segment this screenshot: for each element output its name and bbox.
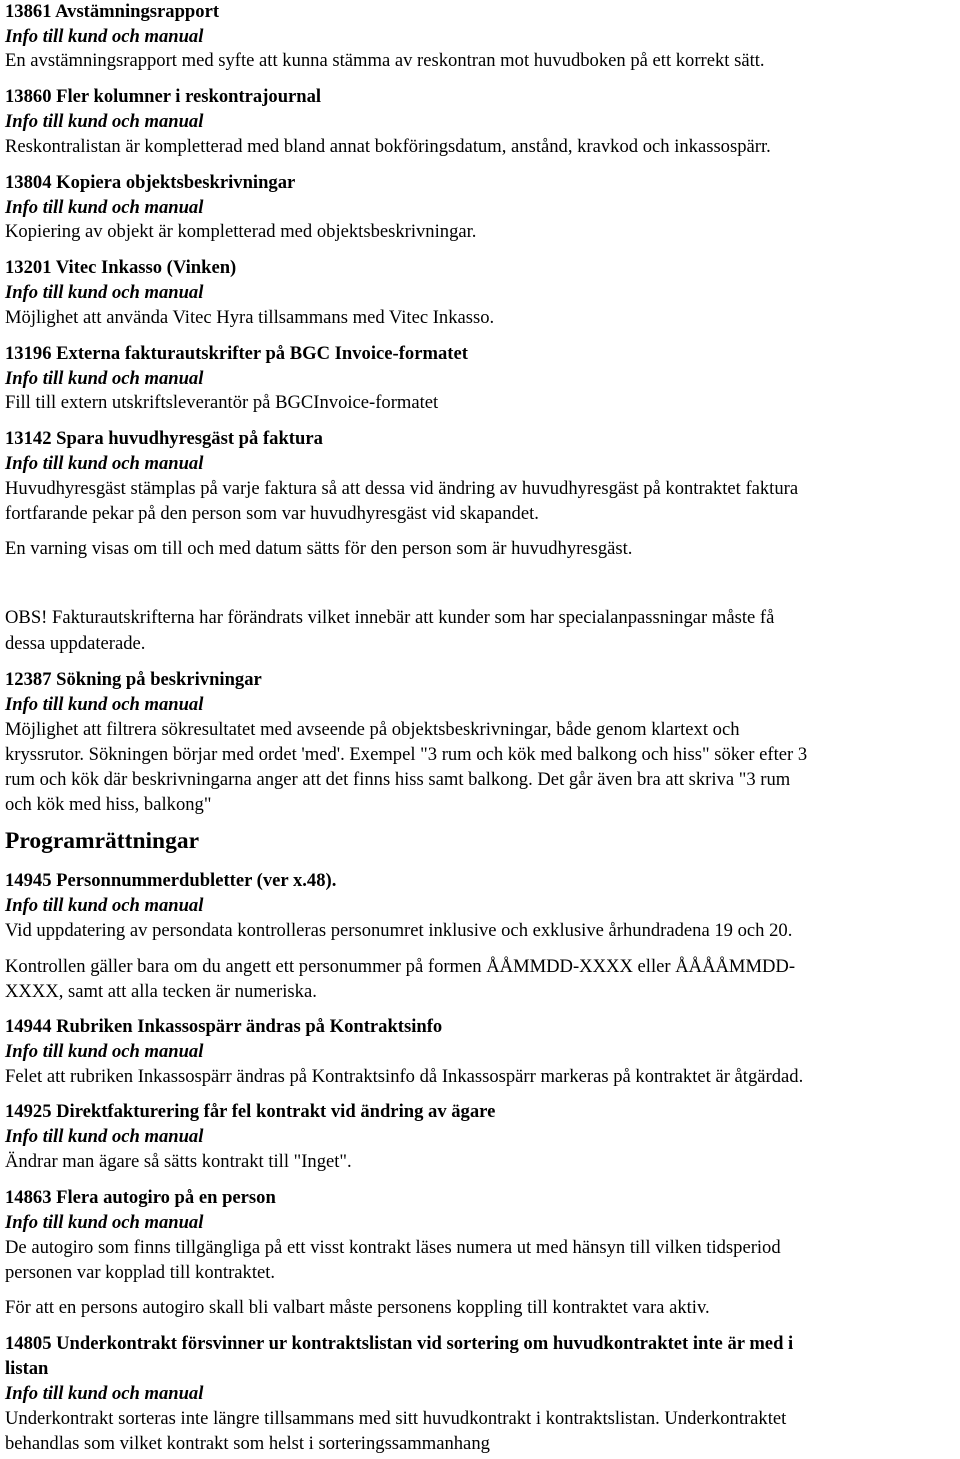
entry-text: Möjlighet att filtrera sökresultatet med avseende på objektsbeskrivningar, både genom klartext och	[5, 719, 740, 740]
section-heading: Programrättningar	[5, 828, 200, 854]
entry-text: Fill till extern utskriftsleverantör på BGCInvoice-formatet	[5, 392, 439, 413]
entry-title-12387: 12387 Sökning på beskrivningar	[5, 669, 262, 690]
entry-title-13860: 13860 Fler kolumner i reskontrajournal	[5, 86, 322, 107]
fix-text: personen var kopplad till kontraktet.	[5, 1262, 276, 1283]
fix-title-14805-continued: listan	[5, 1358, 49, 1379]
entry-text: En varning visas om till och med datum sätts för den person som är huvudhyresgäst.	[5, 538, 633, 559]
fix-text: För att en persons autogiro skall bli valbart måste personens koppling till kontraktet vara aktiv.	[5, 1297, 710, 1318]
entry-info-label: Info till kund och manual	[5, 694, 204, 715]
entry-text: kryssrutor. Sökningen börjar med ordet 'med'. Exempel "3 rum och kök med balkong och hiss" söker efter 3	[5, 744, 808, 765]
entry-text: Kopiering av objekt är kompletterad med objektsbeskrivningar.	[5, 221, 477, 242]
entry-info-label: Info till kund och manual	[5, 26, 204, 47]
entry-title-13804: 13804 Kopiera objektsbeskrivningar	[5, 172, 296, 193]
fix-text: XXXX, samt att alla tecken är numeriska.	[5, 981, 317, 1002]
fix-text: De autogiro som finns tillgängliga på ett visst kontrakt läses numera ut med hänsyn till vilken tidsperiod	[5, 1237, 781, 1258]
fix-title-14863: 14863 Flera autogiro på en person	[5, 1187, 276, 1208]
fix-title-14945: 14945 Personnummerdubletter (ver x.48).	[5, 870, 337, 891]
fix-info-label: Info till kund och manual	[5, 1126, 204, 1147]
fix-info-label: Info till kund och manual	[5, 895, 204, 916]
entry-info-label: Info till kund och manual	[5, 368, 204, 389]
entry-text: rum och kök där beskrivningarna anger att det finns hiss samt balkong. Det går även bra att skriva "3 rum	[5, 769, 791, 790]
entry-text: Reskontralistan är kompletterad med bland annat bokföringsdatum, anstånd, kravkod och inkassospärr.	[5, 136, 771, 157]
fix-text: Underkontrakt sorteras inte längre tillsammans med sitt huvudkontrakt i kontraktslistan. Underkontraktet	[5, 1408, 787, 1429]
entry-title-13142: 13142 Spara huvudhyresgäst på faktura	[5, 428, 323, 449]
entry-text: En avstämningsrapport med syfte att kunna stämma av reskontran mot huvudboken på ett korrekt sätt.	[5, 50, 765, 71]
entry-info-label: Info till kund och manual	[5, 453, 204, 474]
entry-info-label: Info till kund och manual	[5, 111, 204, 132]
entry-text: dessa uppdaterade.	[5, 633, 146, 654]
entry-title-13201: 13201 Vitec Inkasso (Vinken)	[5, 257, 237, 278]
fix-info-label: Info till kund och manual	[5, 1041, 204, 1062]
fix-text: Ändrar man ägare så sätts kontrakt till "Inget".	[5, 1151, 352, 1172]
fix-text: Vid uppdatering av persondata kontrolleras personumret inklusive och exklusive århundradena 19 och 20.	[5, 920, 793, 941]
fix-title-14925: 14925 Direktfakturering får fel kontrakt vid ändring av ägare	[5, 1101, 496, 1122]
fix-info-label: Info till kund och manual	[5, 1212, 204, 1233]
entry-text: Huvudhyresgäst stämplas på varje faktura så att dessa vid ändring av huvudhyresgäst på kontraktet faktura	[5, 478, 799, 499]
fix-title-14944: 14944 Rubriken Inkassospärr ändras på Kontraktsinfo	[5, 1016, 443, 1037]
entry-text: Möjlighet att använda Vitec Hyra tillsammans med Vitec Inkasso.	[5, 307, 495, 328]
fix-info-label: Info till kund och manual	[5, 1383, 204, 1404]
fix-text: Kontrollen gäller bara om du angett ett personummer på formen ÅÅMMDD-XXXX eller ÅÅÅÅMMDD-	[5, 956, 796, 977]
entry-info-label: Info till kund och manual	[5, 197, 204, 218]
entry-title-13196: 13196 Externa fakturautskrifter på BGC Invoice-formatet	[5, 343, 468, 364]
fix-text: behandlas som vilket kontrakt som helst i sorteringssammanhang	[5, 1433, 490, 1454]
entry-text: och kök med hiss, balkong"	[5, 794, 212, 815]
entry-text: fortfarande pekar på den person som var huvudhyresgäst vid skapandet.	[5, 503, 539, 524]
fix-text: Felet att rubriken Inkassospärr ändras på Kontraktsinfo då Inkassospärr markeras på kontraktet är åtgärdad.	[5, 1066, 804, 1087]
fix-title-14805: 14805 Underkontrakt försvinner ur kontraktslistan vid sortering om huvudkontraktet inte är med i	[5, 1333, 794, 1354]
entry-text: OBS! Fakturautskrifterna har förändrats vilket innebär att kunder som har specialanpassningar måste få	[5, 607, 775, 628]
entry-title-13861: 13861 Avstämningsrapport	[5, 1, 220, 22]
entry-info-label: Info till kund och manual	[5, 282, 204, 303]
